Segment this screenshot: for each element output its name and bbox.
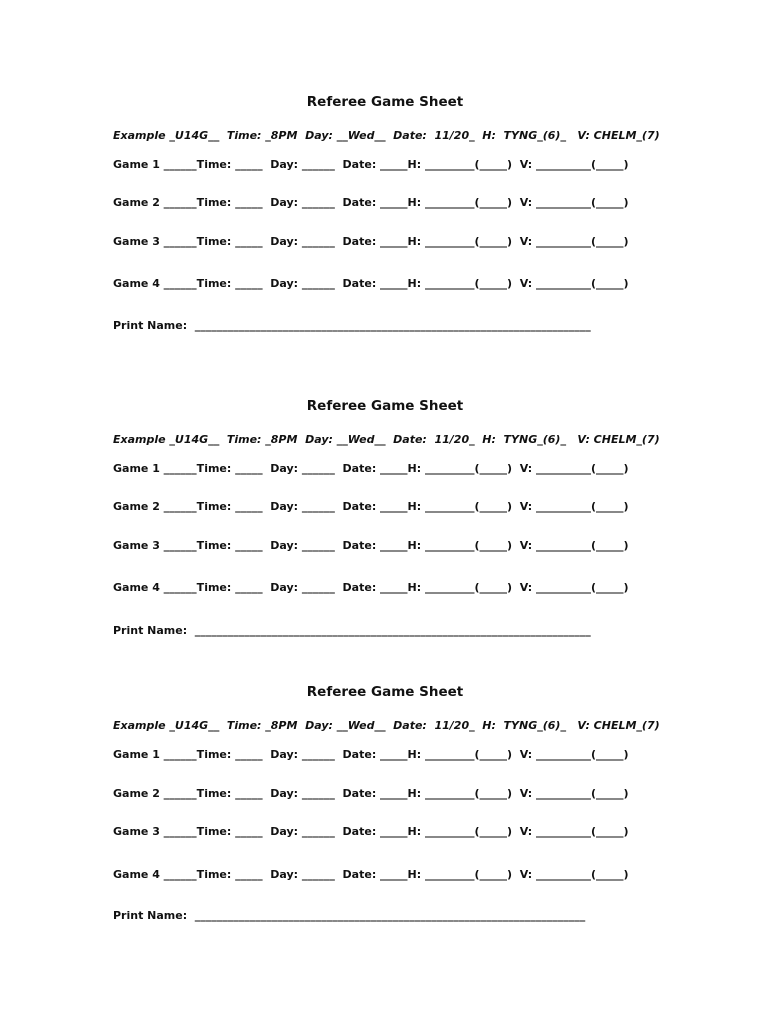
example-line: Example _U14G__ Time: _8PM Day: __Wed__ Date: 11/20_ H: TYNG_(6)_ V: CHELM_(7) [113, 433, 660, 446]
example-line: Example _U14G__ Time: _8PM Day: __Wed__ Date: 11/20_ H: TYNG_(6)_ V: CHELM_(7) [113, 129, 660, 142]
game-4-line: Game 4 ______Time: _____ Day: ______ Date: _____H: _________(_____) V: __________(_____) [113, 581, 629, 594]
game-3-line: Game 3 ______Time: _____ Day: ______ Date: _____H: _________(_____) V: __________(_____) [113, 825, 629, 838]
print-name-line: Print Name: ________________________________________________________________________ [113, 319, 591, 332]
game-2-line: Game 2 ______Time: _____ Day: ______ Date: _____H: _________(_____) V: __________(_____) [113, 500, 629, 513]
game-1-line: Game 1 ______Time: _____ Day: ______ Date: _____H: _________(_____) V: __________(_____) [113, 158, 629, 171]
game-2-line: Game 2 ______Time: _____ Day: ______ Date: _____H: _________(_____) V: __________(_____) [113, 196, 629, 209]
sheet-title: Referee Game Sheet [306, 684, 464, 700]
game-3-line: Game 3 ______Time: _____ Day: ______ Date: _____H: _________(_____) V: __________(_____) [113, 539, 629, 552]
game-3-line: Game 3 ______Time: _____ Day: ______ Date: _____H: _________(_____) V: __________(_____) [113, 235, 629, 248]
game-4-line: Game 4 ______Time: _____ Day: ______ Date: _____H: _________(_____) V: __________(_____) [113, 868, 629, 881]
game-4-line: Game 4 ______Time: _____ Day: ______ Date: _____H: _________(_____) V: __________(_____) [113, 277, 629, 290]
game-2-line: Game 2 ______Time: _____ Day: ______ Date: _____H: _________(_____) V: __________(_____) [113, 787, 629, 800]
print-name-line: Print Name: _______________________________________________________________________ [113, 909, 586, 922]
sheet-title: Referee Game Sheet [306, 398, 464, 414]
game-1-line: Game 1 ______Time: _____ Day: ______ Date: _____H: _________(_____) V: __________(_____) [113, 748, 629, 761]
example-line: Example _U14G__ Time: _8PM Day: __Wed__ Date: 11/20_ H: TYNG_(6)_ V: CHELM_(7) [113, 719, 660, 732]
print-name-line: Print Name: ________________________________________________________________________ [113, 624, 591, 637]
game-1-line: Game 1 ______Time: _____ Day: ______ Date: _____H: _________(_____) V: __________(_____) [113, 462, 629, 475]
sheet-title: Referee Game Sheet [306, 94, 464, 110]
